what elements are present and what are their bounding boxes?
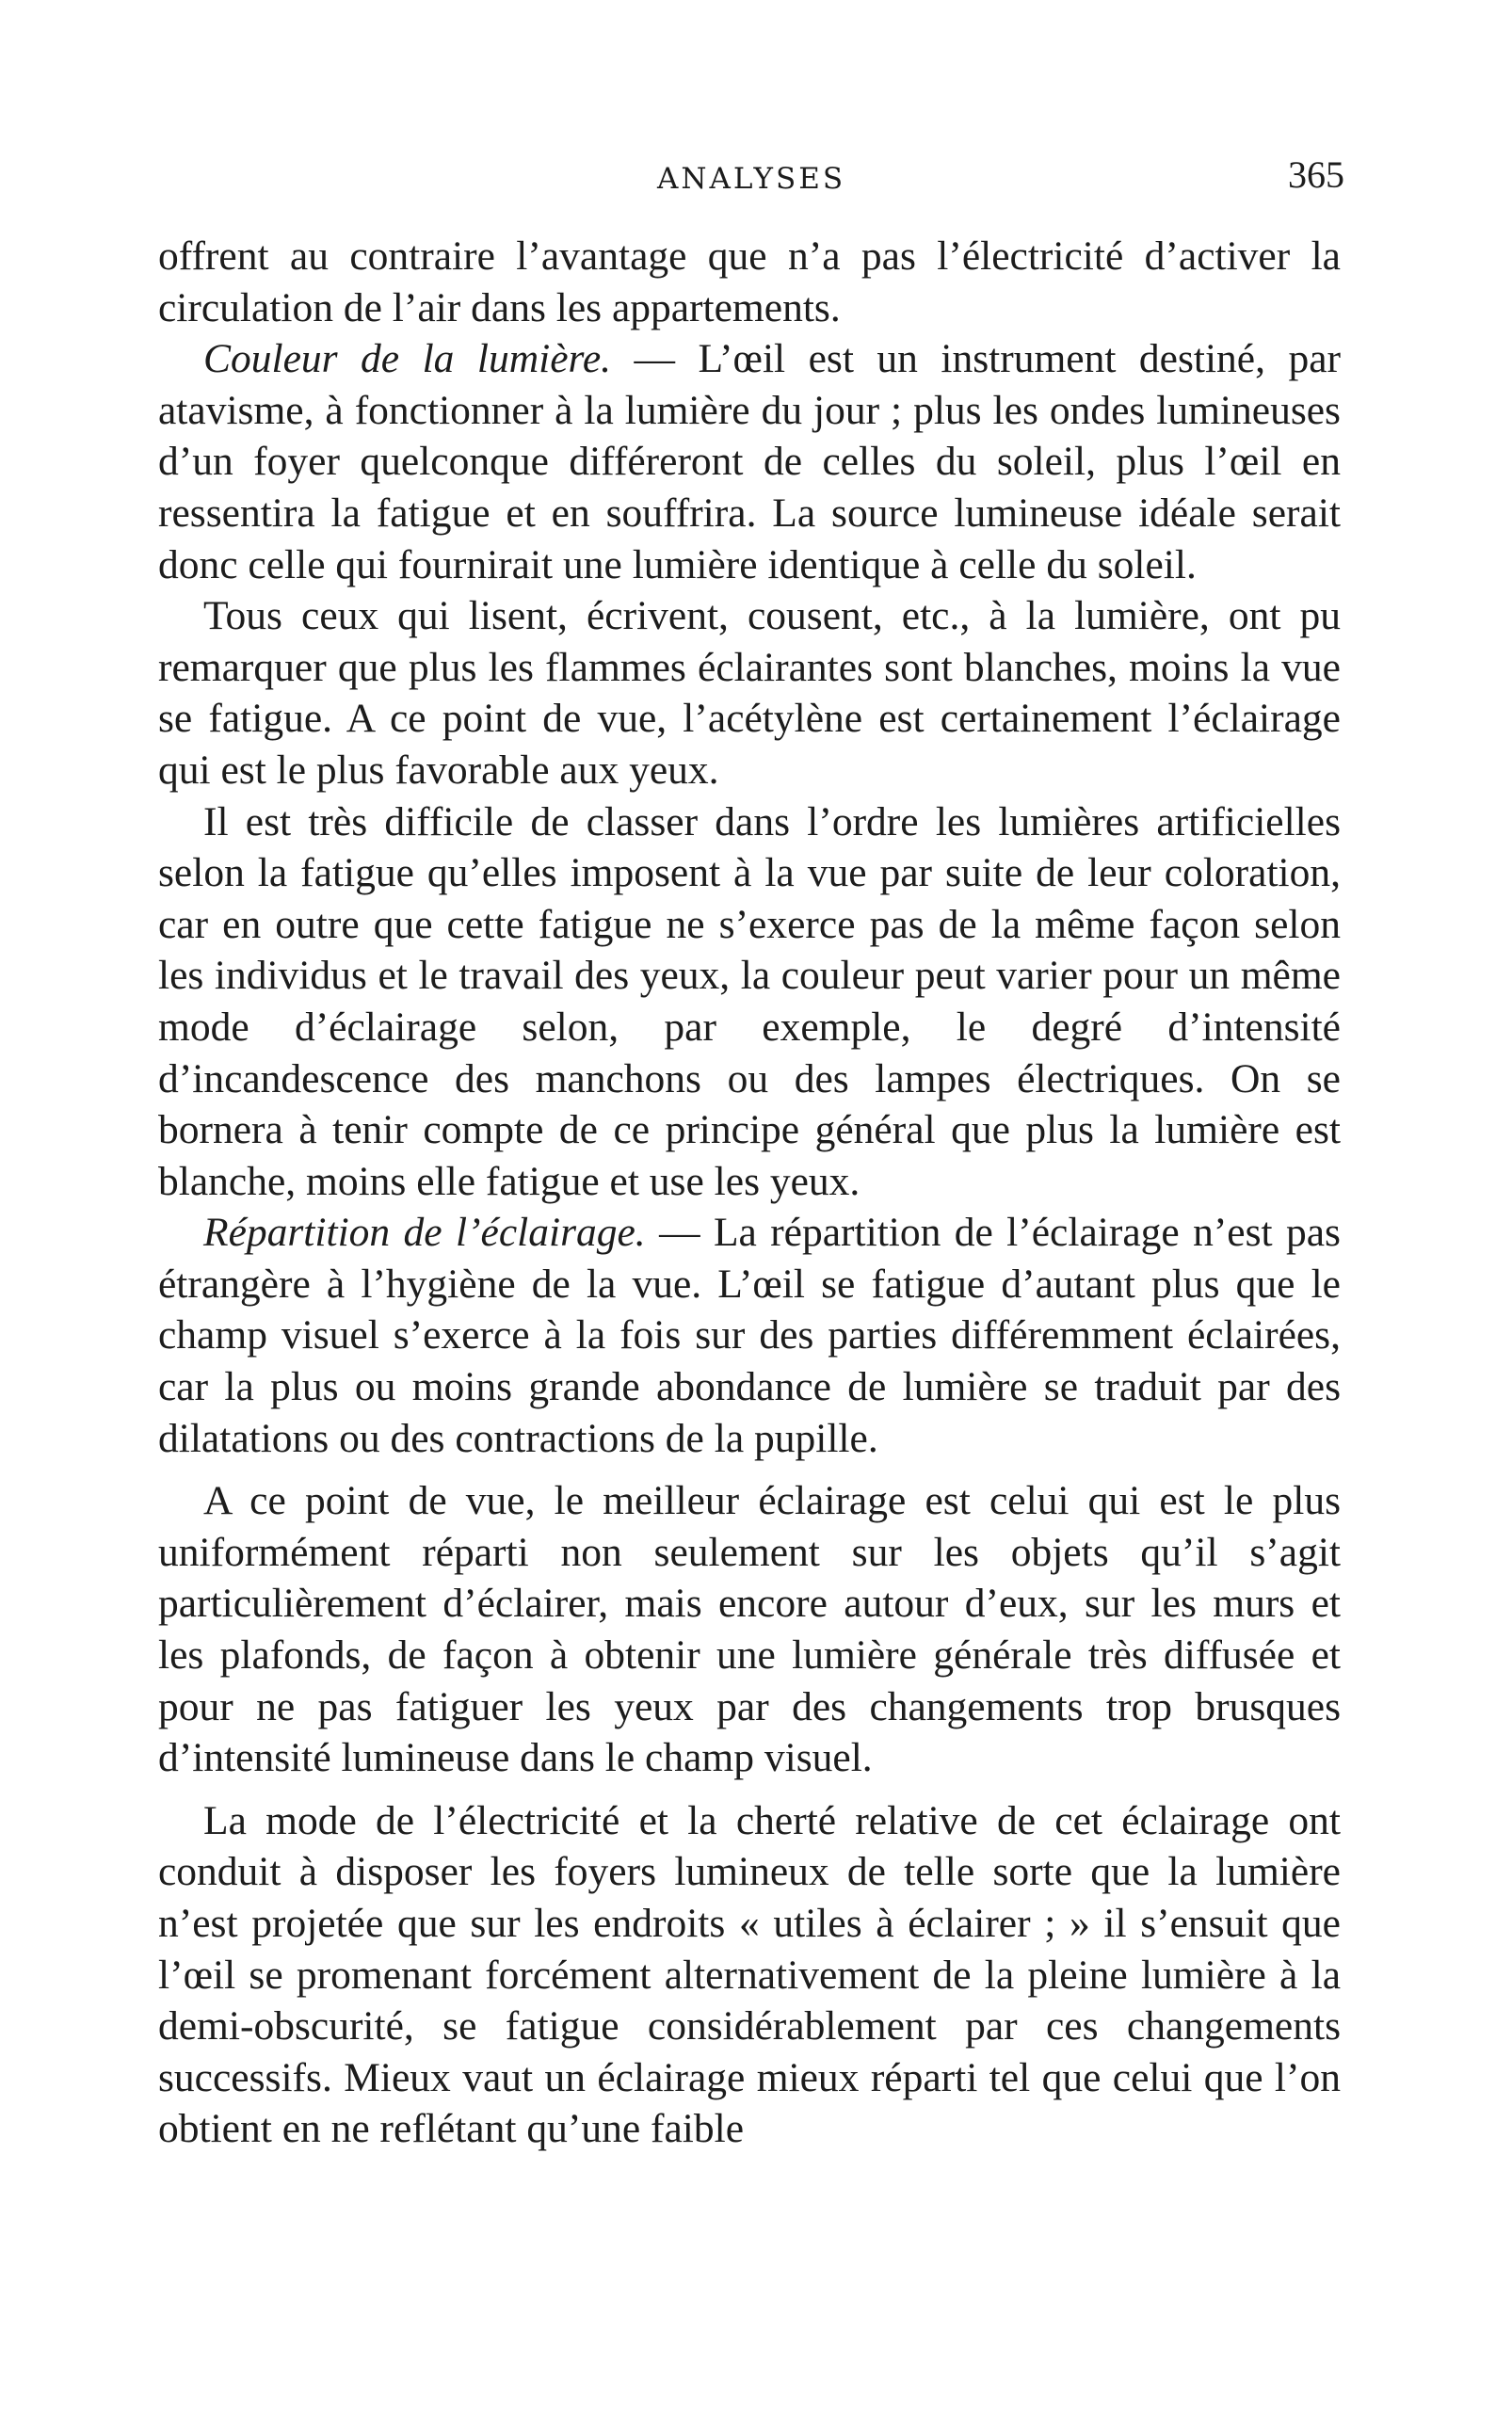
paragraph-mode-electricite — [158, 1795, 1341, 2155]
paragraph-text: A ce point de vue, le meilleur éclairage est celui qui est le plus uniformément réparti non seulement sur les objets qu’il s’agit particulièrement d’éclairer, mais encore autour d’eux, sur les murs et les plafonds, de façon à obtenir une lumière générale très diffusée et pour ne pas fatiguer les yeux par des changements trop brusques d’intensité lumineuse dans le champ visuel. — [158, 1478, 1341, 1781]
paragraph-text: Il est très difficile de classer dans l’ordre les lumières artificielles selon la fatigue qu’elles imposent à la vue par suite de leur coloration, car en outre que cette fatigue ne s’exerce pas de la même façon selon les individus et le travail des yeux, la couleur peut varier pour un même mode d’éclairage selon, par exemple, le degré d’intensité d’incandescence des manchons ou des lampes électriques. On se bornera à tenir compte de ce principe général que plus la lumière est blanche, moins elle fatigue et use les yeux. — [158, 798, 1341, 1204]
body-text — [158, 231, 1341, 2155]
section-heading-repartition: Répartition de l’éclairage. — [203, 1210, 646, 1256]
section-heading-couleur: Couleur de la lumière. — [203, 336, 612, 382]
paragraph-text: La mode de l’électricité et la cherté relative de cet éclairage ont conduit à disposer les foyers lumineux de telle sorte que la lumière n’est projetée que sur les endroits « utiles à éclairer ; » il s’ensuit que l’œil se promenant forcément alternativement de la pleine lumière à la demi-obscurité, se fatigue considérablement par ces changements successifs. Mieux vaut un éclairage mieux réparti tel que celui que l’on obtient en ne reflétant qu’une faible — [158, 1797, 1341, 2152]
paragraph-meilleur-eclairage — [158, 1475, 1341, 1784]
paragraph-repartition-eclairage — [158, 1207, 1341, 1464]
paragraph-continuation — [158, 231, 1341, 333]
paragraph-text: offrent au contraire l’avantage que n’a pas l’électricité d’activer la circulation de l’air dans les appartements. — [158, 233, 1341, 330]
paragraph-couleur-de-la-lumiere — [158, 333, 1341, 590]
paragraph-text: — L’œil est un instrument destiné, par atavisme, à fonctionner à la lumière du jour ; plus les ondes lumineuses d’un foyer quelconque différeront de celles du soleil, plus l’œil en ressentira la fatigue et en souffrira. La source lumineuse idéale serait donc celle qui fournirait une lumière identique à celle du soleil. — [158, 336, 1341, 587]
paragraph-text: — La répartition de l’éclairage n’est pas étrangère à l’hygiène de la vue. L’œil se fatigue d’autant plus que le champ visuel s’exerce à la fois sur des parties différemment éclairées, car la plus ou moins grande abondance de lumière se traduit par des dilatations ou des contractions de la pupille. — [158, 1210, 1341, 1461]
running-head: ANALYSES — [657, 162, 846, 196]
paragraph-classement-lumieres — [158, 796, 1341, 1208]
paragraph-text: Tous ceux qui lisent, écrivent, cousent, etc., à la lumière, ont pu remarquer que plus les flammes éclairantes sont blanches, moins la vue se fatigue. A ce point de vue, l’acétylène est certainement l’éclairage qui est le plus favorable aux yeux. — [158, 593, 1341, 793]
page-header — [158, 151, 1344, 207]
page-number: 365 — [1288, 153, 1344, 196]
paragraph-flammes-blanches — [158, 590, 1341, 796]
